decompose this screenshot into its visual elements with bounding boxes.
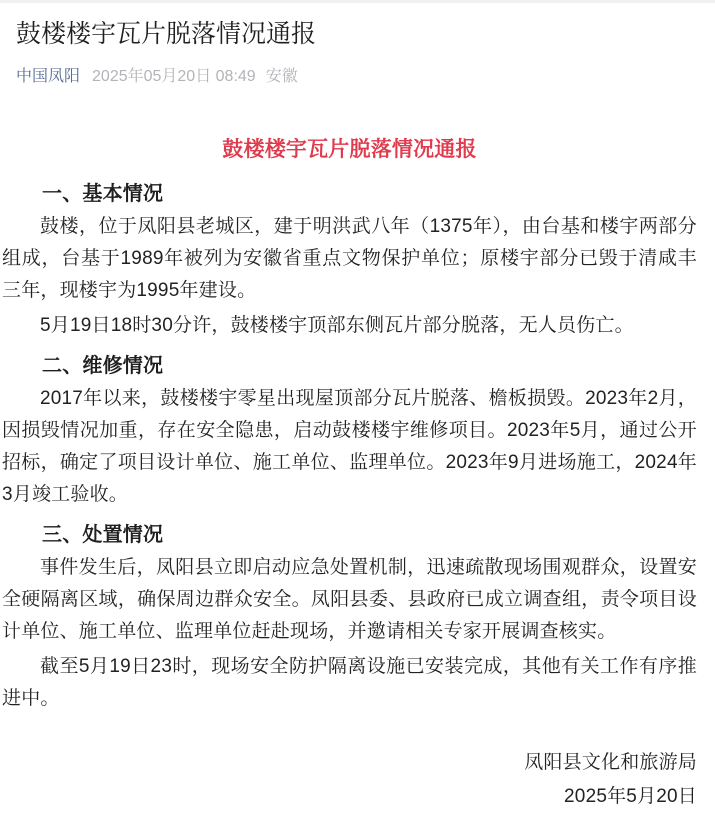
- article-title: 鼓楼楼宇瓦片脱落情况通报: [16, 20, 317, 48]
- publish-datetime: 2025年05月20日 08:49: [92, 67, 256, 85]
- publish-location: 安徽: [265, 67, 298, 85]
- section-1-heading: 一、基本情况: [42, 182, 164, 205]
- section-3-heading: 三、处置情况: [42, 523, 164, 546]
- article-header: [0, 3, 715, 88]
- section-1-paragraph-2: 5月19日18时30分许，鼓楼楼宇顶部东侧瓦片部分脱落，无人员伤亡。: [40, 314, 634, 336]
- section-2-paragraph-1: 2017年以来，鼓楼楼宇零星出现屋顶部分瓦片脱落、檐板损毁。2023年2月，因损毁情况加重，存在安全隐患，启动鼓楼楼宇维修项目。2023年5月，通过公开招标，确定了项目设计单位、施工单位、监理单位。2023年9月进场施工，2024年3月竣工验收。: [2, 387, 697, 505]
- section-1-paragraph-1: 鼓楼，位于凤阳县老城区，建于明洪武八年（1375年），由台基和楼宇两部分组成，台基于1989年被列为安徽省重点文物保护单位；原楼宇部分已毁于清咸丰三年，现楼宇为1995年建设。: [2, 215, 697, 301]
- signature-org: 凤阳县文化和旅游局: [524, 751, 697, 773]
- spacer: [2, 718, 697, 746]
- section-2-heading: 二、维修情况: [42, 354, 164, 377]
- section-3-paragraph-2: 截至5月19日23时，现场安全防护隔离设施已安装完成，其他有关工作有序推进中。: [2, 655, 697, 709]
- notice-heading: 鼓楼楼宇瓦片脱落情况通报: [222, 137, 477, 161]
- article-body: [0, 88, 715, 814]
- signature-date: 2025年5月20日: [564, 785, 697, 807]
- article-meta: [16, 66, 697, 88]
- section-3-paragraph-1: 事件发生后，凤阳县立即启动应急处置机制，迅速疏散现场围观群众，设置安全硬隔离区域，确保周边群众安全。凤阳县委、县政府已成立调查组，责令项目设计单位、施工单位、监理单位赶赴现场，并邀请相关专家开展调查核实。: [2, 556, 697, 642]
- account-link[interactable]: 中国凤阳: [16, 67, 81, 85]
